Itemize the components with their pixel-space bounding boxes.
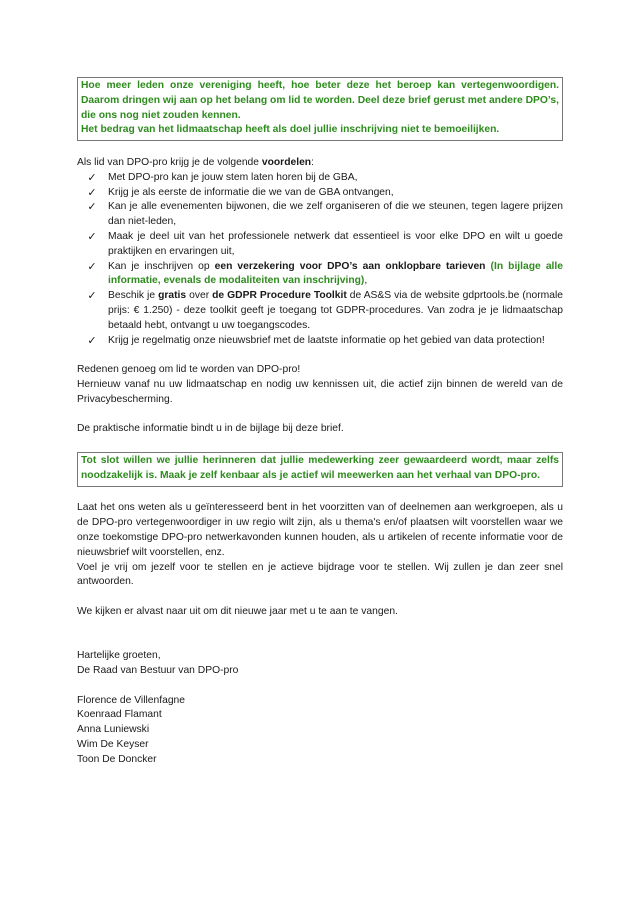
reasons-line: Redenen genoeg om lid te worden van DPO-pro! (77, 364, 301, 376)
check-mark-icon: ✓ (87, 185, 97, 199)
practical-info-line: De praktische informatie bindt u in de bijlage bij deze brief. (77, 423, 344, 435)
callout-fee-note: Het bedrag van het lidmaatschap heeft als doel jullie inschrijving niet te bemoeilijken. (81, 124, 500, 136)
list-item: ✓ Kan je alle evenementen bijwonen, die we zelf organiseren of die we steunen, tegen lagere prijzen dan niet-leden, (87, 200, 563, 228)
insurance-annex-note: (In bijlage alle informatie, evenals de modaliteiten van inschrijving) (108, 260, 563, 287)
signatory-name: Wim De Keyser (77, 739, 149, 751)
involvement-paragraph: Laat het ons weten als u geïnteresseerd bent in het voorzitten van of deelnemen aan werkgroepen, als u de DPO-pro vertegenwoordiger in uw regio wilt zijn, als u thema's en/of plaatsen wilt voorstellen waar we onze toekomstige DPO-pro netwerkavonden kunnen houden, als u artikelen of recente informatie voor de nieuwsbrief wilt voorstellen, enz. (77, 502, 563, 558)
signatory-name: Koenraad Flamant (77, 709, 162, 721)
membership-callout-box (77, 77, 563, 141)
introduce-yourself-paragraph: Voel je vrij om jezelf voor te stellen en je actieve bijdrage voor te stellen. Wij zullen je dan zeer snel antwoorden. (77, 561, 563, 588)
check-mark-icon: ✓ (87, 200, 97, 214)
check-mark-icon: ✓ (87, 170, 97, 184)
closing-line: We kijken er alvast naar uit om dit nieuwe jaar met u te aan te vangen. (77, 605, 398, 617)
board-signature: De Raad van Bestuur van DPO-pro (77, 665, 239, 677)
signatory-name: Anna Luniewski (77, 724, 150, 736)
check-mark-icon: ✓ (87, 229, 97, 243)
signatory-name: Toon De Doncker (77, 753, 157, 765)
check-mark-icon: ✓ (87, 333, 97, 347)
greeting: Hartelijke groeten, (77, 650, 161, 662)
list-item: ✓ Krijg je regelmatig onze nieuwsbrief met de laatste informatie op het gebied van data protection! (87, 333, 545, 347)
letter-body (77, 77, 563, 768)
check-mark-icon: ✓ (87, 259, 97, 273)
cooperation-callout-box (77, 452, 563, 487)
renew-paragraph: Hernieuw vanaf nu uw lidmaatschap en nodig uw kennissen uit, die actief zijn binnen de wereld van de Privacybescherming. (77, 378, 563, 405)
check-mark-icon: ✓ (87, 289, 97, 303)
callout-text: Tot slot willen we jullie herinneren dat jullie medewerking zeer gewaardeerd wordt, maar zelfs noodzakelijk is. Maak je zelf kenbaar als je actief wil meewerken aan het verhaal van DPO-pro. (81, 454, 559, 481)
list-item: ✓ Maak je deel uit van het professionele netwerk dat essentieel is voor elke DPO en wilt u goede praktijken en ervaringen uit, (87, 229, 563, 257)
list-item: ✓ Krijg je als eerste de informatie die we van de GBA ontvangen, (87, 185, 394, 199)
benefits-keyword: voordelen (261, 156, 312, 168)
benefits-intro: Als lid van DPO-pro krijg je de volgende voordelen: (77, 156, 314, 168)
callout-text: Hoe meer leden onze vereniging heeft, hoe beter deze het beroep kan vertegenwoordigen. Daarom dringen wij aan op het belang om lid te worden. Deel deze brief gerust met andere DPO’s, die ons nog niet zouden kennen. (81, 80, 559, 121)
benefits-list (77, 171, 563, 349)
list-item: ✓ Beschik je gratis over de GDPR Procedure Toolkit de AS&S via de website gdprtools.be (normale prijs: € 1.250) - deze toolkit geeft je toegang tot GDPR-procedures. Van zodra je je lidmaatschap betaald hebt, ontvangt u uw toegangscodes. (87, 289, 563, 331)
list-item: ✓ Met DPO-pro kan je jouw stem laten horen bij de GBA, (87, 170, 358, 184)
signatory-name: Florence de Villenfagne (77, 694, 186, 706)
list-item: ✓ Kan je inschrijven op een verzekering voor DPO’s aan onklopbare tarieven (In bijlage alle informatie, evenals de modaliteiten van inschrijving), (87, 259, 563, 287)
